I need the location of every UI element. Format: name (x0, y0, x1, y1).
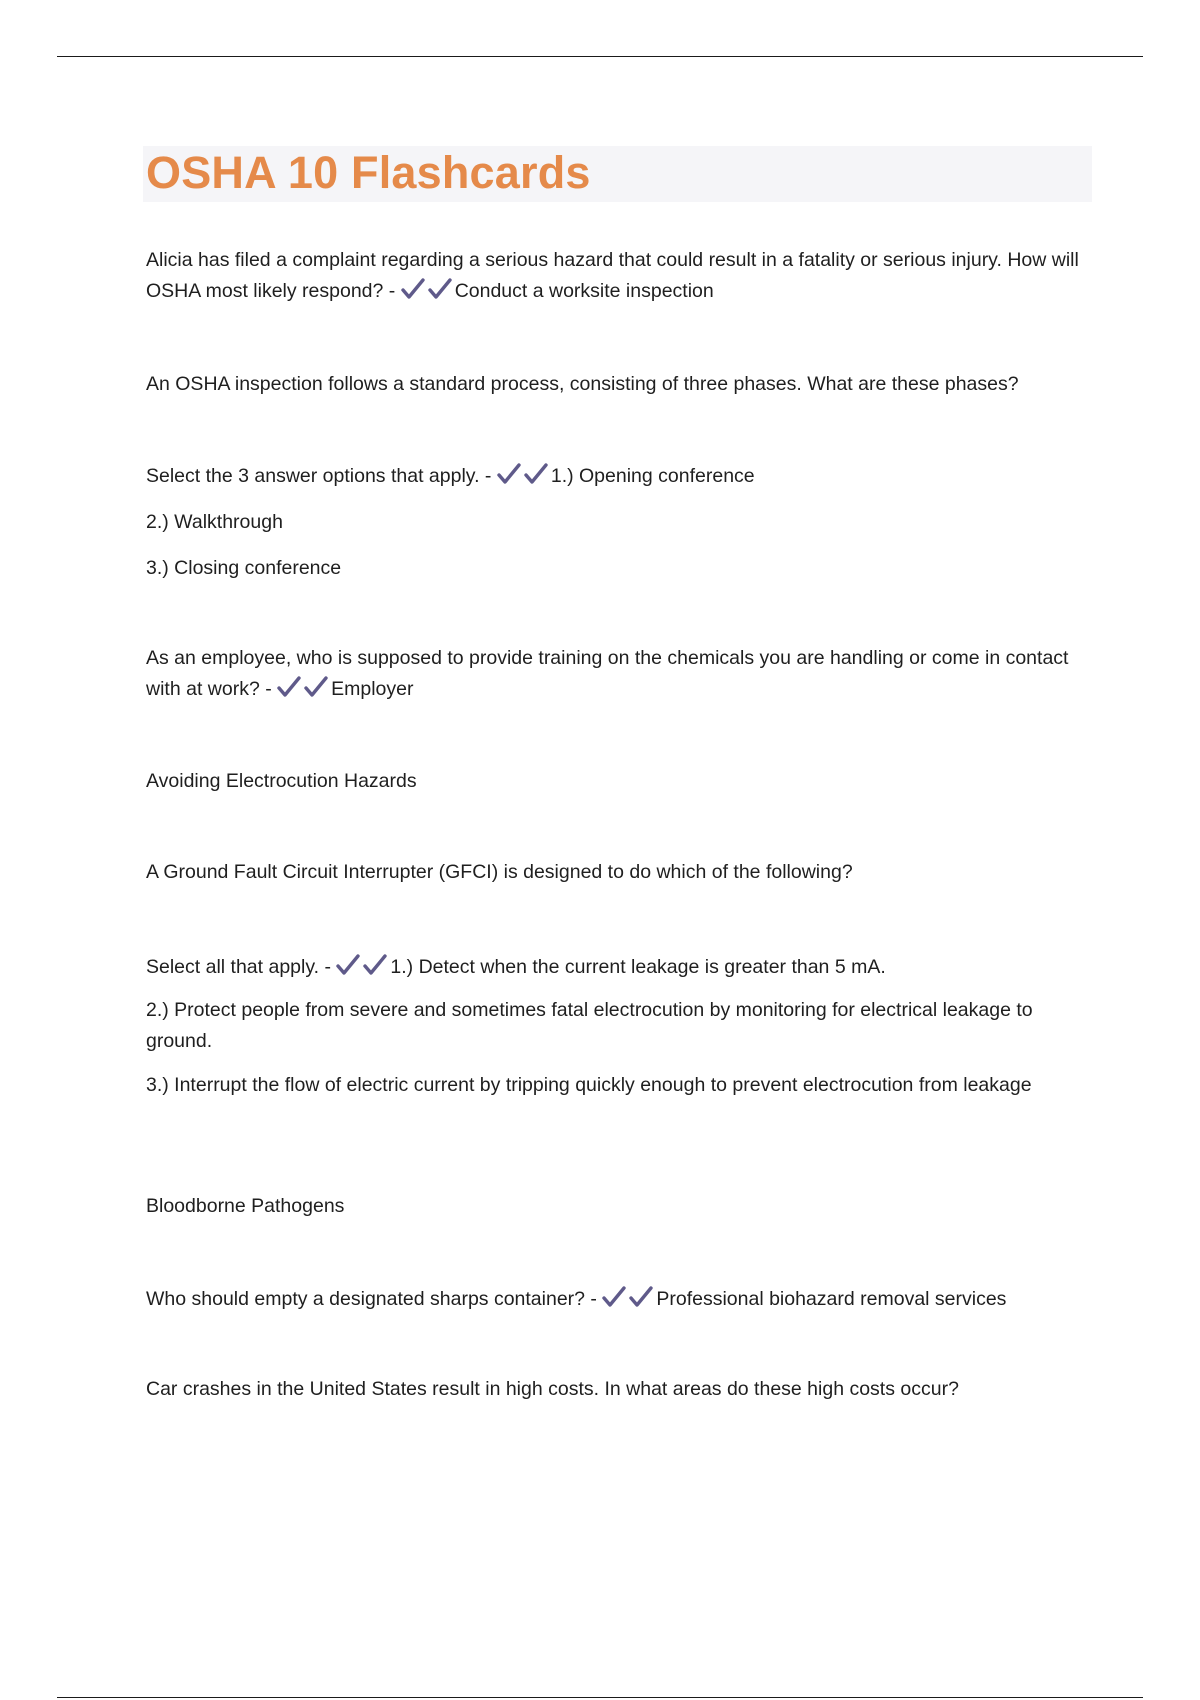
card-2-question-line2 (146, 463, 755, 488)
check-icon (336, 954, 360, 976)
card-3 (146, 643, 1096, 705)
check-icon (428, 278, 452, 300)
card-1-question: Alicia has filed a complaint regarding a serious hazard that could result in a fatality or serious injury. How will OSHA most likely respond? - (146, 249, 1079, 302)
card-4-answer-3: 3.) Interrupt the flow of electric current by tripping quickly enough to prevent electrocution from leakage (146, 1074, 1032, 1096)
section-heading-bloodborne: Bloodborne Pathogens (146, 1195, 345, 1217)
card-4-question-prompt: Select all that apply. - (146, 956, 331, 978)
card-6-question: Car crashes in the United States result in high costs. In what areas do these high costs occur? (146, 1378, 959, 1400)
card-2-question-prompt: Select the 3 answer options that apply. - (146, 465, 492, 487)
card-4-answer-1: 1.) Detect when the current leakage is greater than 5 mA. (390, 956, 886, 978)
top-rule (57, 56, 1143, 57)
card-1-answer: Conduct a worksite inspection (454, 280, 714, 302)
check-icon (602, 1286, 626, 1308)
bottom-rule (57, 1697, 1143, 1698)
check-icon (497, 463, 521, 485)
card-1 (146, 245, 1096, 307)
check-icon (277, 676, 301, 698)
card-5-answer: Professional biohazard removal services (656, 1288, 1007, 1310)
check-icon (304, 676, 328, 698)
card-3-question: As an employee, who is supposed to provide training on the chemicals you are handling or come in contact with at work? - (146, 647, 1069, 700)
card-2-question-line1: An OSHA inspection follows a standard process, consisting of three phases. What are these phases? (146, 373, 1019, 395)
card-4-answer-2: 2.) Protect people from severe and sometimes fatal electrocution by monitoring for electrical leakage to ground. (146, 999, 1033, 1052)
card-2-answer-2: 2.) Walkthrough (146, 511, 283, 533)
page-title: OSHA 10 Flashcards (146, 147, 591, 198)
card-5-question: Who should empty a designated sharps container? - (146, 1288, 597, 1310)
check-icon (363, 954, 387, 976)
card-4-question-line1: A Ground Fault Circuit Interrupter (GFCI) is designed to do which of the following? (146, 861, 853, 883)
card-2-answer-1: 1.) Opening conference (550, 465, 755, 487)
check-icon (401, 278, 425, 300)
card-5 (146, 1286, 1006, 1311)
card-4-question-line2 (146, 954, 886, 979)
check-icon (524, 463, 548, 485)
check-icon (629, 1286, 653, 1308)
card-3-answer: Employer (331, 678, 414, 700)
section-heading-electrocution: Avoiding Electrocution Hazards (146, 770, 417, 792)
card-2-answer-3: 3.) Closing conference (146, 557, 342, 579)
